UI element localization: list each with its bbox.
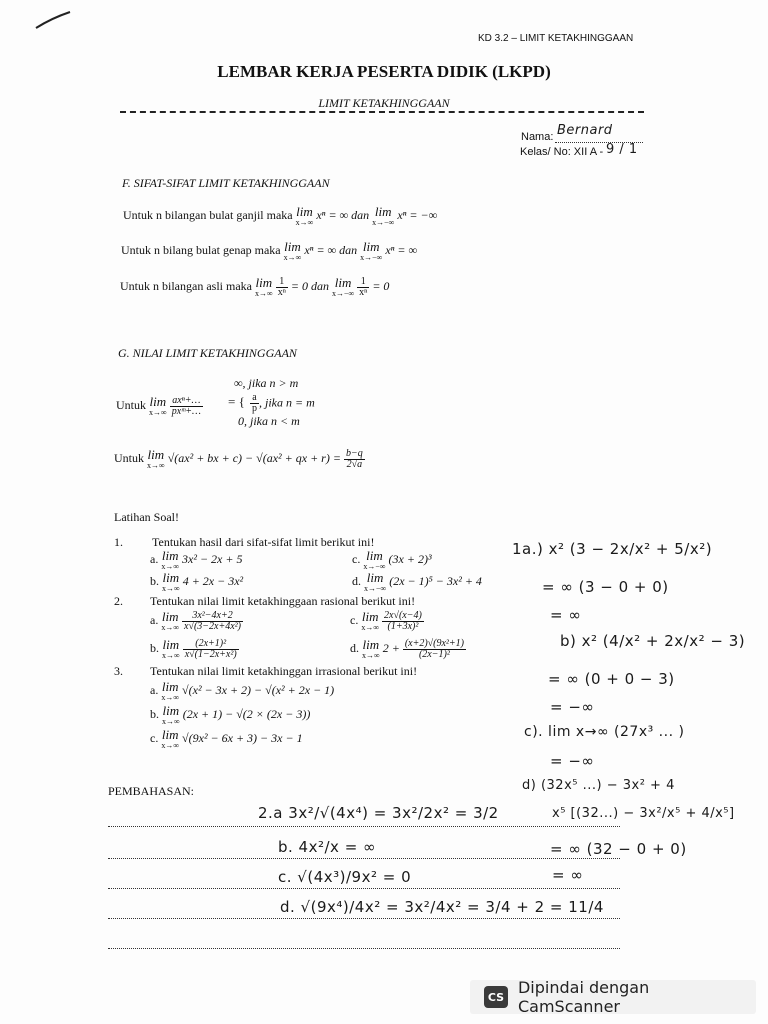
limit-symbol: lim x→−∞ (331, 275, 355, 298)
limit-symbol: lim x→∞ (283, 239, 302, 262)
answer-line (108, 948, 620, 949)
answer-line (108, 918, 620, 919)
handwritten-1a-line2: = ∞ (3 − 0 + 0) (542, 578, 669, 596)
rule-odd-math-2: xⁿ = −∞ (397, 207, 438, 222)
handwritten-1c-line2: = −∞ (550, 752, 595, 770)
q2c: c. lim x→∞ $\frac{2x√(x-4)}{\text{(1+3x)²}}$ (350, 609, 422, 632)
q1-text: Tentukan hasil dari sifat-sifat limit berikut ini! (152, 535, 375, 549)
handwritten-2a: 2.a 3x²/√(4x⁴) = 3x²/2x² = 3/2 (258, 804, 499, 822)
handwritten-1a-line3: = ∞ (550, 606, 582, 624)
rule-natural (120, 276, 389, 298)
rational-fraction: $\frac{\text{axⁿ+…}}{\text{pxᵐ+…}}$ (171, 394, 201, 417)
q3c: c. lim x→∞ √(9x² − 6x + 3) − 3x − 1 (150, 727, 303, 750)
q3a: a. lim x→∞ √(x² − 3x + 2) − √(x² + 2x − 1) (150, 679, 335, 702)
pen-mark-icon (34, 8, 74, 32)
handwritten-1b-line2: = ∞ (0 + 0 − 3) (548, 670, 675, 688)
handwritten-1d-line2: x⁵ [(32...) − 3x²/x⁵ + 4/x⁵] (552, 806, 735, 821)
q1d: d. lim x→−∞ (2x − 1)⁵ − 3x² + 4 (352, 570, 482, 593)
handwritten-1d-line1: d) (32x⁵ ...) − 3x² + 4 (522, 778, 675, 793)
handwritten-1a-line1: 1a.) x² (3 − 2x/x² + 5/x²) (512, 540, 713, 558)
q2b: b. lim x→∞ $\frac{\text{(2x+1)²}}{\text{x√(1−2x+x²)}}$ (150, 637, 237, 660)
class-label: Kelas/ No: XII A - (520, 146, 604, 158)
name-label: Nama: (521, 131, 554, 143)
camscanner-logo-icon: CS (484, 986, 508, 1008)
rule-even-math-2: xⁿ = ∞ (385, 242, 418, 257)
q1-number: 1. (114, 535, 123, 549)
irrational-limit-rule (114, 448, 365, 470)
class-value: 9 / 1 (606, 142, 638, 157)
case-greater: ∞, jika n > m (234, 376, 299, 390)
document-code: KD 3.2 – LIMIT KETAKHINGGAAN (478, 33, 634, 44)
title-divider (120, 111, 644, 113)
camscanner-badge (470, 980, 756, 1014)
limit-symbol: lim x→∞ (149, 394, 167, 417)
q3b: b. lim x→∞ (2x + 1) − √(2 × (2x − 3)) (150, 703, 311, 726)
q1a: a. lim x→∞ 3x² − 2x + 5 (150, 548, 243, 571)
fraction: $\frac{1}{\text{xⁿ}}$ (359, 275, 368, 298)
answer-line (108, 858, 620, 859)
rational-limit-rule (116, 395, 203, 417)
rule-odd-text: Untuk n bilangan bulat ganjil maka (123, 207, 293, 222)
irrational-expression: √(ax² + bx + c) − √(ax² + qx + r) = (167, 450, 341, 465)
untuk-label: Untuk (116, 397, 146, 412)
brace-equals: = { (228, 394, 245, 409)
q1b: b. lim x→∞ 4 + 2x − 3x² (150, 570, 244, 593)
irrational-result: $\frac{b-q}{2√a}$ (345, 447, 363, 470)
limit-symbol: lim x→∞ (295, 204, 314, 227)
page-subtitle: LIMIT KETAKHINGGAAN (318, 96, 450, 110)
rule-even (121, 240, 417, 262)
q2a: a. lim x→∞ $\frac{\text{3x²−4x+2}}{\text{x√(3−2x+4x²)}}$ (150, 609, 241, 632)
handwritten-1d-line3: = ∞ (32 − 0 + 0) (550, 840, 687, 858)
handwritten-2b: b. 4x²/x = ∞ (278, 838, 377, 856)
section-f-heading: F. SIFAT-SIFAT LIMIT KETAKHINGGAAN (122, 176, 330, 190)
handwritten-1b-line1: b) x² (4/x² + 2x/x² − 3) (560, 632, 746, 650)
q2-number: 2. (114, 594, 123, 608)
limit-symbol: lim x→−∞ (372, 204, 395, 227)
rule-even-text: Untuk n bilang bulat genap maka (121, 242, 281, 257)
q2d: d. lim x→∞ 2 + $\frac{\text{(x+2)√(9x²+1)}}{\text{(2x−1)²}}$ (350, 637, 464, 660)
handwritten-1d-line4: = ∞ (552, 866, 584, 884)
q2-text: Tentukan nilai limit ketakhinggaan rasional berikut ini! (150, 594, 416, 608)
handwritten-2c: c. √(4x³)/9x² = 0 (278, 868, 412, 886)
q3-number: 3. (114, 664, 123, 678)
q3-text: Tentukan nilai limit ketakhinggan irrasional berikut ini! (150, 664, 418, 678)
exercises-heading: Latihan Soal! (114, 510, 179, 524)
untuk-label: Untuk (114, 450, 144, 465)
handwritten-1b-line3: = −∞ (550, 698, 595, 716)
q1c: c. lim x→−∞ (3x + 2)³ (352, 548, 432, 571)
page-title: LEMBAR KERJA PESERTA DIDIK (LKPD) (217, 62, 551, 81)
case-less: 0, jika n < m (238, 414, 300, 428)
case-equal: $\frac{a}{p}$ , jika n = m (252, 392, 315, 414)
limit-symbol: lim x→∞ (147, 447, 165, 470)
rule-odd (123, 205, 437, 227)
rule-even-math: xⁿ = ∞ dan (304, 242, 358, 257)
discussion-heading: PEMBAHASAN: (108, 784, 195, 798)
fraction: $\frac{1}{\text{xⁿ}}$ (277, 275, 286, 298)
name-value: Bernard (557, 123, 613, 138)
limit-symbol: lim x→∞ (254, 275, 273, 298)
handwritten-2d: d. √(9x⁴)/4x² = 3x²/4x² = 3/4 + 2 = 11/4 (280, 898, 604, 916)
rule-natural-text: Untuk n bilangan asli maka (120, 278, 252, 293)
rule-odd-math: xⁿ = ∞ dan (316, 207, 370, 222)
rule-natural-math: = 0 dan (290, 278, 329, 293)
limit-symbol: lim x→−∞ (360, 239, 383, 262)
section-g-heading: G. NILAI LIMIT KETAKHINGGAAN (118, 346, 297, 360)
handwritten-1c-line1: c). lim x→∞ (27x³ ... ) (524, 724, 685, 740)
answer-line (108, 888, 620, 889)
camscanner-text: Dipindai dengan CamScanner (517, 978, 650, 1016)
answer-line (108, 826, 620, 827)
rule-natural-math-2: = 0 (372, 278, 390, 293)
